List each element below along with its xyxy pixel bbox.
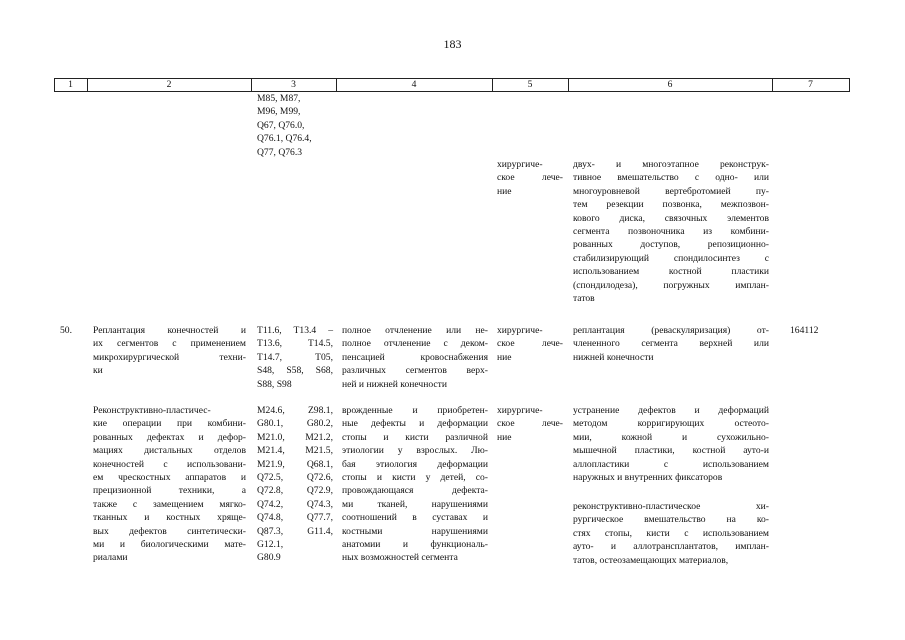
text-line: риалами — [93, 552, 128, 564]
text-line: бая этиология деформации — [342, 458, 488, 470]
text-line: S48, S58, S68, — [257, 365, 333, 377]
text-line: их сегментов с применением — [93, 338, 246, 350]
text-line: соотношений в суставах и — [342, 512, 488, 524]
text-line: Q87.3, G11.4, — [257, 525, 333, 537]
text-line: ское лече- — [497, 172, 563, 184]
text-line: ауто- и аллотрансплантатов, имплан- — [573, 541, 769, 553]
text-line: G80.1, G80.2, — [257, 418, 333, 430]
text-line: стопы и кисти различной — [342, 431, 488, 443]
cont-method-cell — [573, 158, 769, 305]
text-line: T11.6, T13.4 – — [257, 325, 333, 336]
text-line: S88, S98 — [257, 378, 292, 390]
text-line: ми и биологическими мате- — [93, 539, 246, 551]
text-line: Q67, Q76.0, — [257, 119, 305, 131]
text-line: также с замещением мягко- — [93, 498, 246, 510]
text-line: костными нарушениями — [342, 525, 488, 537]
text-line: мышечной пластики, костной ауто-и — [573, 445, 769, 457]
cont-type-cell — [497, 158, 563, 198]
text-line: ское лече- — [497, 338, 563, 350]
row50-method-cell — [573, 324, 769, 364]
text-line: M24.6, Z98.1, — [257, 405, 333, 416]
text-line: микрохирургической техни- — [93, 351, 246, 363]
text-line: конечностей с использовани- — [93, 458, 246, 470]
text-line: хирургиче- — [497, 159, 543, 170]
col-divider — [849, 78, 850, 91]
column-header-2: 2 — [166, 79, 172, 90]
text-line: татов — [573, 293, 595, 305]
text-line: двух- и многоэтапное реконструк- — [573, 159, 769, 170]
text-line: стях стопы, кисти с использованием — [573, 527, 769, 539]
text-line: G80.9 — [257, 552, 281, 564]
text-line: ние — [497, 431, 512, 443]
text-line: Q72.8, Q72.9, — [257, 485, 333, 497]
row50-name-cell — [93, 324, 246, 378]
row50-model-cell — [342, 324, 488, 391]
text-line: пенсацией кровоснабжения — [342, 351, 488, 363]
text-line: ней и нижней конечности — [342, 378, 447, 390]
text-line: стопы и кисти у детей, со- — [342, 472, 488, 484]
text-line: Q76.1, Q76.4, — [257, 133, 312, 145]
row50-number: 50. — [60, 325, 72, 336]
text-line: мии, кожной и сухожильно- — [573, 431, 769, 443]
page-number: 183 — [443, 37, 462, 51]
recon-name-cell — [93, 404, 246, 565]
text-line: провождающаяся дефекта- — [342, 485, 488, 497]
text-line: стабилизирующий спондилосинтез с — [573, 252, 769, 264]
text-line: ние — [497, 185, 512, 197]
text-line: хирургиче- — [497, 325, 543, 336]
recon-method1-cell — [573, 404, 769, 484]
text-line: M96, M99, — [257, 106, 301, 118]
row50-cost: 164112 — [790, 325, 819, 336]
text-line: M21.9, Q68.1, — [257, 458, 333, 470]
text-line: кового диска, связочных элементов — [573, 212, 769, 224]
text-line: (спондилодеза), погружных имплан- — [573, 279, 769, 291]
text-line: ское лече- — [497, 418, 563, 430]
recon-method2-cell — [573, 500, 769, 567]
text-line: рургическое вмешательство на ко- — [573, 514, 769, 526]
text-line: тивное вмешательство с одно- или — [573, 172, 769, 184]
text-line: Реплантация конечностей и — [93, 325, 246, 336]
column-header-1: 1 — [68, 79, 73, 90]
recon-model-cell — [342, 404, 488, 565]
text-line: Реконструктивно-пластичес- — [93, 405, 211, 416]
column-header-3: 3 — [291, 79, 296, 90]
text-line: вых дефектов синтетически- — [93, 525, 246, 537]
text-line: ные дефекты и деформации — [342, 418, 488, 430]
table-header-bottom-rule — [54, 91, 850, 92]
row50-type-cell — [497, 324, 563, 364]
text-line: анатомии и функциональ- — [342, 539, 488, 551]
text-line: полное отчленение с деком- — [342, 338, 488, 350]
text-line: устранение дефектов и деформаций — [573, 405, 769, 416]
text-line: тем резекции позвонка, межпозвон- — [573, 199, 769, 211]
text-line: T14.7, T05, — [257, 351, 333, 363]
text-line: многоуровневой вертебротомией пу- — [573, 185, 769, 197]
text-line: прецизионной техники, а — [93, 485, 246, 497]
text-line: тканных и костных хряще- — [93, 512, 246, 524]
recon-type-cell — [497, 404, 563, 444]
text-line: ние — [497, 351, 512, 363]
text-line: различных сегментов верх- — [342, 365, 488, 377]
text-line: M21.4, M21.5, — [257, 445, 333, 457]
text-line: реконструктивно-пластическое хи- — [573, 501, 769, 512]
text-line: мациях дистальных отделов — [93, 445, 246, 457]
text-line: рованных доступов, репозиционно- — [573, 239, 769, 251]
text-line: наружных и внутренних фиксаторов — [573, 472, 723, 484]
text-line: M21.0, M21.2, — [257, 431, 333, 443]
column-header-4: 4 — [411, 79, 417, 90]
text-line: реплантация (реваскуляризация) от- — [573, 325, 769, 336]
text-line: хирургиче- — [497, 405, 543, 416]
text-line: ки — [93, 365, 103, 377]
text-line: члененного сегмента верхней или — [573, 338, 769, 350]
text-line: полное отчленение или не- — [342, 325, 488, 336]
text-line: G12.1, — [257, 539, 284, 551]
text-line: аллопластики с использованием — [573, 458, 769, 470]
text-line: методом корригирующих остеото- — [573, 418, 769, 430]
text-line: использованием костной пластики — [573, 266, 769, 278]
text-line: Q74.2, Q74.3, — [257, 498, 333, 510]
column-header-6: 6 — [667, 79, 673, 90]
text-line: нижней конечности — [573, 351, 654, 363]
recon-codes-cell — [257, 404, 333, 565]
text-line: татов, остеозамещающих материалов, — [573, 554, 729, 566]
text-line: сегмента позвоночника из комбини- — [573, 226, 769, 238]
text-line: Q74.8, Q77.7, — [257, 512, 333, 524]
text-line: этиологии у взрослых. Лю- — [342, 445, 488, 457]
cont-codes-cell — [257, 92, 333, 159]
text-line: M85, M87, — [257, 93, 301, 104]
text-line: Q77, Q76.3 — [257, 146, 303, 158]
text-line: ем чрескостных аппаратов и — [93, 472, 246, 484]
text-line: рованных дефектах и дефор- — [93, 431, 246, 443]
text-line: врожденные и приобретен- — [342, 405, 488, 416]
text-line: ми тканей, нарушениями — [342, 498, 488, 510]
row50-codes-cell — [257, 324, 333, 391]
column-header-7: 7 — [808, 79, 813, 90]
text-line: кие операции при комбини- — [93, 418, 246, 430]
column-header-5: 5 — [527, 79, 533, 90]
text-line: ных возможностей сегмента — [342, 552, 458, 564]
text-line: T13.6, T14.5, — [257, 338, 333, 350]
text-line: Q72.5, Q72.6, — [257, 472, 333, 484]
